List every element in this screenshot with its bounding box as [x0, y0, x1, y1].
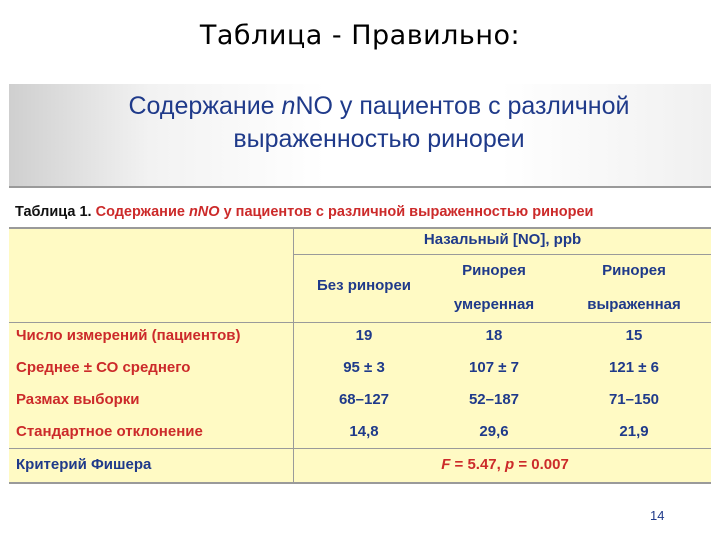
col-header-no-rhinorrhea: Без ринореи [316, 277, 412, 294]
figure-header [9, 84, 711, 186]
caption-text-italic: nNO [188, 204, 220, 220]
caption-text-b: у пациентов с различной выраженностью ринореи [219, 204, 594, 220]
header-divider-line [9, 322, 711, 323]
figure-heading [99, 90, 659, 156]
table-cell: 107 ± 7 [469, 359, 519, 376]
fisher-divider-line [9, 448, 711, 449]
data-table [9, 227, 711, 484]
caption-label: Таблица 1. [15, 204, 92, 220]
row-label-mean: Среднее ± СО среднего [16, 359, 191, 376]
row-label-measurements: Число измерений (пациентов) [16, 327, 241, 344]
heading-line1-b: NO у пациентов с различной [295, 92, 630, 120]
table-cell: 19 [355, 327, 373, 344]
header-divider [9, 186, 711, 188]
table-figure [9, 84, 711, 486]
heading-line1-a: Содержание [128, 92, 282, 120]
page-number: 14 [650, 508, 665, 523]
table-cell: 15 [625, 327, 643, 344]
row-label-stddev: Стандартное отклонение [16, 423, 203, 440]
table-cell: 95 ± 3 [343, 359, 385, 376]
fisher-f-value: = 5.47, [450, 456, 505, 473]
heading-line2: выраженностью ринореи [233, 125, 525, 153]
table-cell: 71–150 [608, 391, 660, 408]
heading-line1-italic: n [281, 92, 296, 120]
col-header-severe-line2: выраженная [587, 296, 681, 313]
table-cell: 121 ± 6 [609, 359, 659, 376]
fisher-value [299, 456, 711, 473]
group-header: Назальный [NO], ppb [423, 231, 582, 248]
table-cell: 14,8 [349, 423, 379, 440]
table-cell: 29,6 [479, 423, 509, 440]
col-header-moderate-line2: умеренная [453, 296, 535, 313]
caption-text-a: Содержание [91, 204, 189, 220]
table-cell: 52–187 [468, 391, 520, 408]
col-header-severe-line1: Ринорея [602, 262, 666, 279]
table-cell: 18 [485, 327, 503, 344]
row-label-range: Размах выборки [16, 391, 140, 408]
group-header-divider [294, 254, 711, 255]
table-cell: 68–127 [338, 391, 390, 408]
fisher-p-value: = 0.007 [514, 456, 569, 473]
row-label-fisher: Критерий Фишера [16, 456, 152, 473]
fisher-f-symbol: F [441, 456, 451, 473]
table-cell: 21,9 [619, 423, 649, 440]
slide-title: Таблица - Правильно: [199, 20, 521, 51]
column-divider [293, 229, 294, 482]
fisher-p-symbol: p [504, 456, 515, 473]
col-header-moderate-line1: Ринорея [462, 262, 526, 279]
table-caption [15, 204, 705, 220]
